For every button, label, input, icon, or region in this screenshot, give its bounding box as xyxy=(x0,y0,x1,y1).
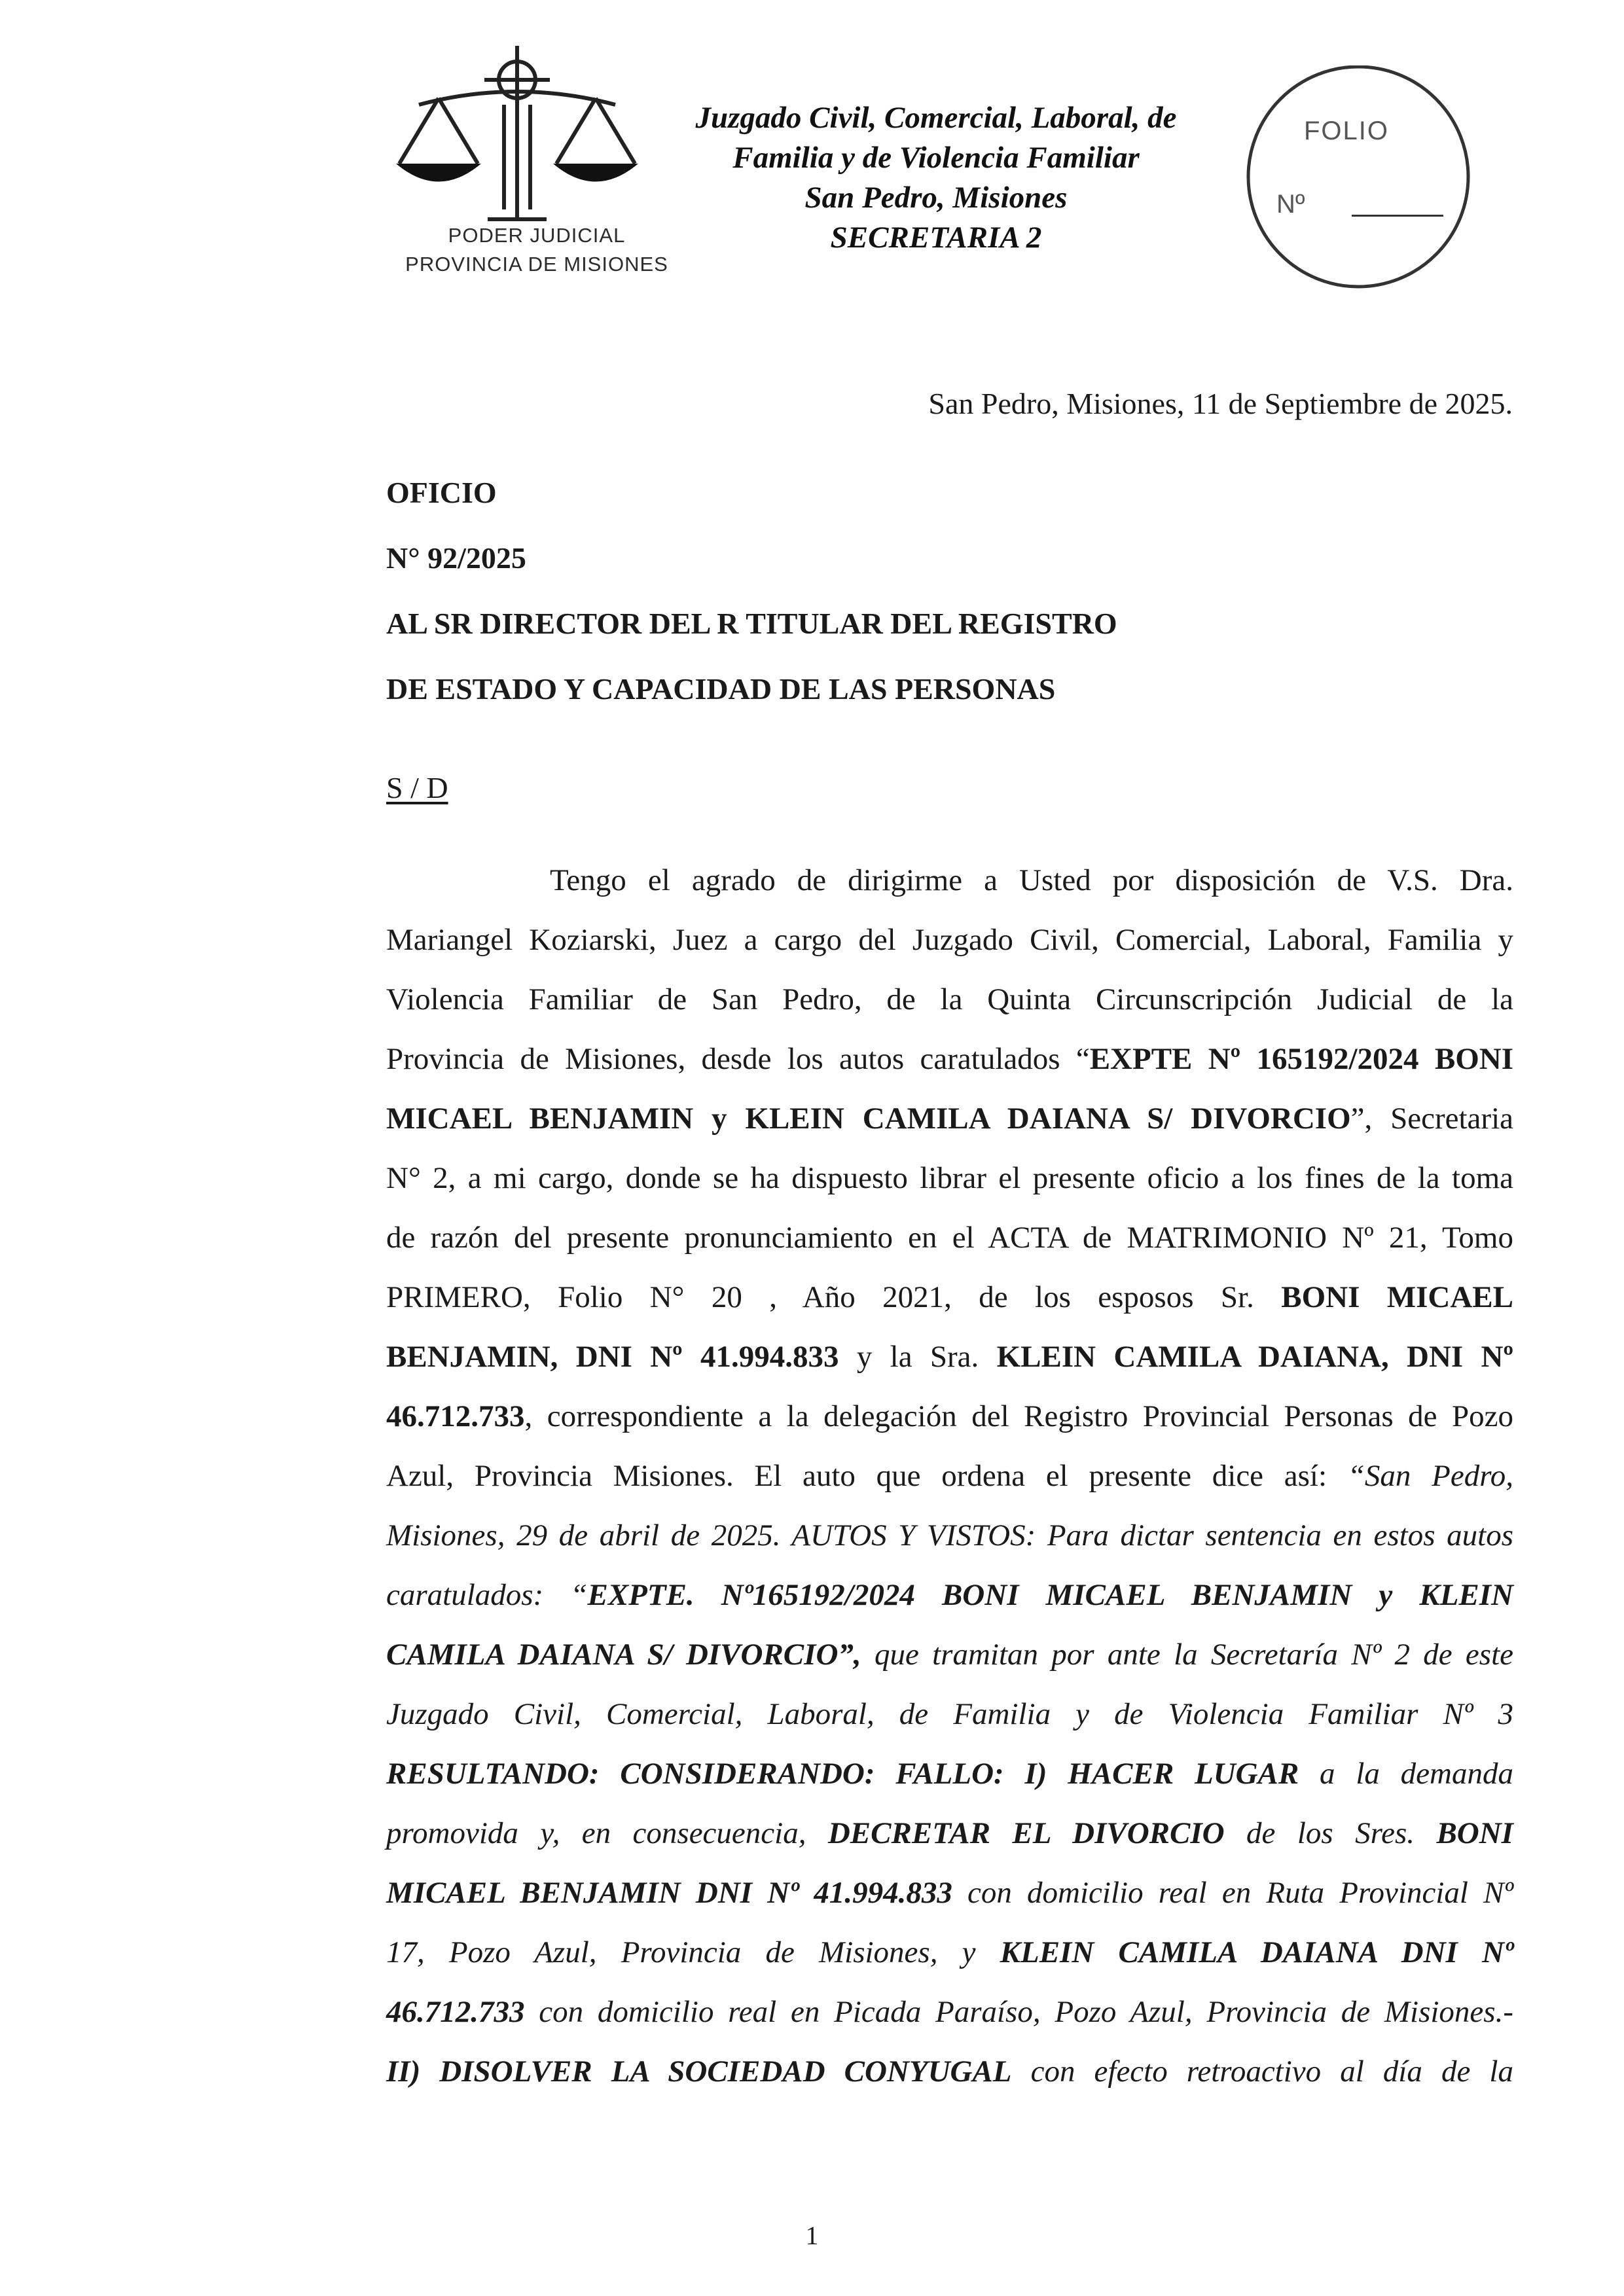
body-line: caratulados: “EXPTE. Nº165192/2024 BONI MICAEL BENJAMIN y KLEIN xyxy=(386,1578,1513,1612)
page-number: 1 xyxy=(805,2221,819,2250)
body-line: Juzgado Civil, Comercial, Laboral, de Familia y de Violencia Familiar Nº 3 xyxy=(386,1697,1513,1731)
body-line: PRIMERO, Folio N° 20 , Año 2021, de los esposos Sr. BONI MICAEL xyxy=(386,1280,1513,1314)
body-line: 17, Pozo Azul, Provincia de Misiones, y KLEIN CAMILA DAIANA DNI Nº xyxy=(386,1935,1514,1969)
body-line: Misiones, 29 de abril de 2025. AUTOS Y VISTOS: Para dictar sentencia en estos autos xyxy=(386,1518,1513,1552)
body-line: promovida y, en consecuencia, DECRETAR EL DIVORCIO de los Sres. BONI xyxy=(386,1816,1513,1850)
body-line: Violencia Familiar de San Pedro, de la Quinta Circunscripción Judicial de la xyxy=(386,982,1513,1016)
oficio-title: OFICIO xyxy=(386,476,497,509)
court-title-line: San Pedro, Misiones xyxy=(804,181,1068,215)
court-title-line: Familia y de Violencia Familiar xyxy=(732,141,1140,175)
logo-text-line2: PROVINCIA DE MISIONES xyxy=(405,253,668,276)
body-line: Provincia de Misiones, desde los autos caratulados “EXPTE Nº 165192/2024 BONI xyxy=(386,1042,1513,1076)
folio-stamp-circle xyxy=(1237,65,1486,314)
folio-number-label: Nº xyxy=(1276,190,1305,219)
sd-line: S / D xyxy=(386,771,448,804)
folio-label: FOLIO xyxy=(1304,117,1390,145)
body-line: 46.712.733 con domicilio real en Picada Paraíso, Pozo Azul, Provincia de Misiones.- xyxy=(386,1995,1513,2029)
scales-of-justice-icon xyxy=(393,39,681,236)
body-text xyxy=(386,851,1513,2102)
body-line: RESULTANDO: CONSIDERANDO: FALLO: I) HACER LUGAR a la demanda xyxy=(386,1757,1513,1791)
folio-number-blank xyxy=(1352,215,1443,217)
body-line: Tengo el agrado de dirigirme a Usted por disposición de V.S. Dra. xyxy=(550,863,1513,897)
addressee-line-2: DE ESTADO Y CAPACIDAD DE LAS PERSONAS xyxy=(386,672,1056,706)
court-title-line: Juzgado Civil, Comercial, Laboral, de xyxy=(695,101,1177,135)
logo-text-line1: PODER JUDICIAL xyxy=(448,224,626,247)
body-line: MICAEL BENJAMIN y KLEIN CAMILA DAIANA S/ DIVORCIO”, Secretaria xyxy=(386,1102,1513,1136)
body-line: CAMILA DAIANA S/ DIVORCIO”, que tramitan por ante la Secretaría Nº 2 de este xyxy=(386,1638,1513,1672)
body-line: N° 2, a mi cargo, donde se ha dispuesto librar el presente oficio a los fines de la toma xyxy=(386,1161,1513,1195)
oficio-number: N° 92/2025 xyxy=(386,541,526,575)
poder-judicial-logo xyxy=(393,39,681,288)
folio-stamp xyxy=(1237,65,1486,314)
body-line: MICAEL BENJAMIN DNI Nº 41.994.833 con domicilio real en Ruta Provincial Nº xyxy=(386,1876,1513,1910)
body-line: Azul, Provincia Misiones. El auto que ordena el presente dice así: “San Pedro, xyxy=(386,1459,1513,1493)
body-line: Mariangel Koziarski, Juez a cargo del Juzgado Civil, Comercial, Laboral, Familia y xyxy=(386,923,1513,957)
addressee-line-1: AL SR DIRECTOR DEL R TITULAR DEL REGISTRO xyxy=(386,607,1117,640)
body-line: de razón del presente pronunciamiento en el ACTA de MATRIMONIO Nº 21, Tomo xyxy=(386,1221,1513,1255)
court-title xyxy=(674,98,1198,258)
body-line: II) DISOLVER LA SOCIEDAD CONYUGAL con efecto retroactivo al día de la xyxy=(386,2054,1513,2089)
court-title-line: SECRETARIA 2 xyxy=(830,221,1042,255)
body-line: BENJAMIN, DNI Nº 41.994.833 y la Sra. KLEIN CAMILA DAIANA, DNI Nº xyxy=(386,1340,1513,1374)
document-date: San Pedro, Misiones, 11 de Septiembre de 2025. xyxy=(928,387,1513,420)
body-line: 46.712.733, correspondiente a la delegación del Registro Provincial Personas de Pozo xyxy=(386,1399,1513,1433)
